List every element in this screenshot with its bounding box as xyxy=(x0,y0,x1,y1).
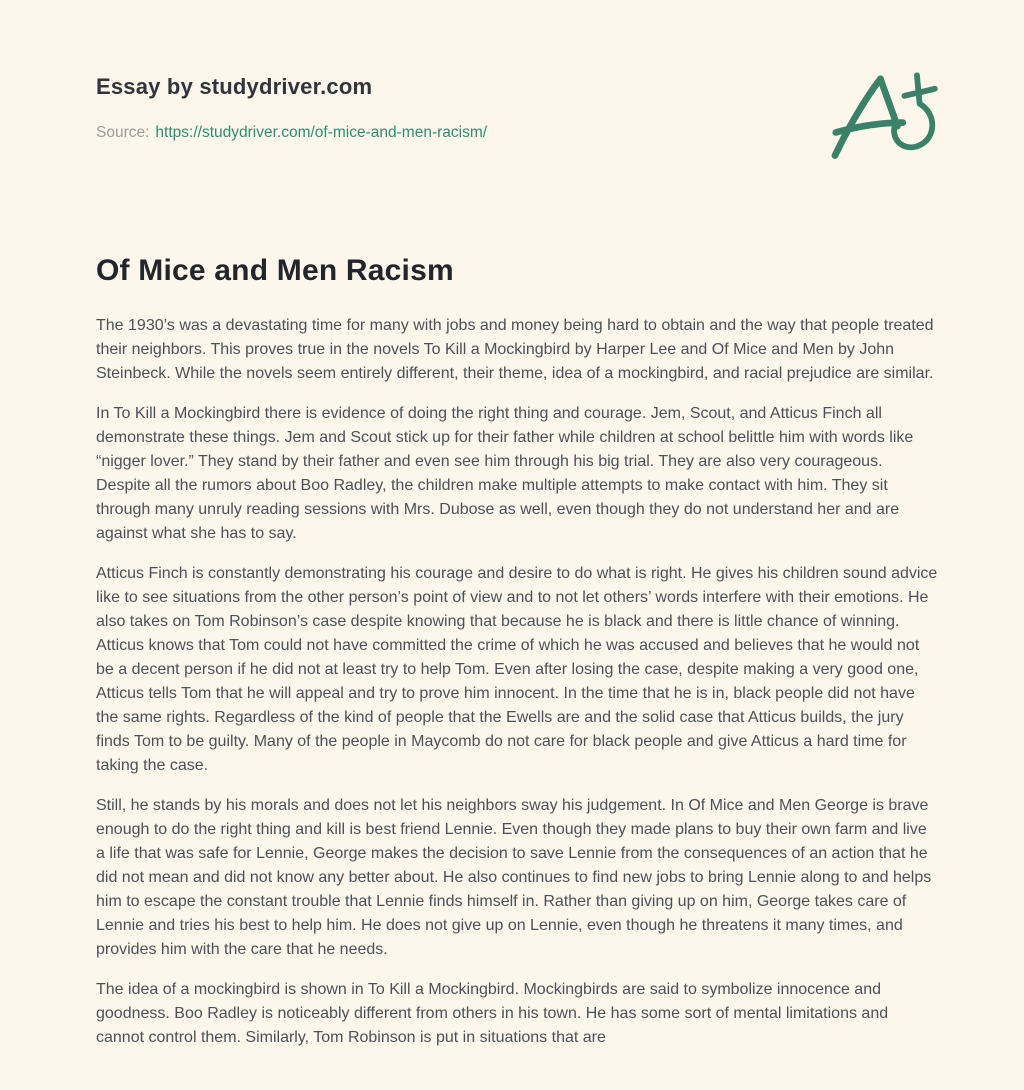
source-row xyxy=(96,124,487,142)
essay-body xyxy=(96,314,940,1066)
essay-title: Of Mice and Men Racism xyxy=(96,254,454,287)
essay-paragraph-3: Atticus Finch is constantly demonstrating his courage and desire to do what is right. He gives his children sound advice like to see situations from the other person’s point of view and to not let others’ words interfere with their emotions. He also takes on Tom Robinson’s case despite knowing that because he is black and there is little chance of winning. Atticus knows that Tom could not have committed the crime of which he was accused and believes that he would not be a decent person if he did not at least try to help Tom. Even after losing the case, despite making a very good one, Atticus tells Tom that he will appeal and try to prove him innocent. In the time that he is in, black people did not have the same rights. Regardless of the kind of people that the Ewells are and the solid case that Atticus builds, the jury finds Tom to be guilty. Many of the people in Maycomb do not care for black people and give Atticus a hard time for taking the case. xyxy=(96,565,938,774)
byline: Essay by studydriver.com xyxy=(96,74,373,99)
source-link[interactable]: https://studydriver.com/of-mice-and-men-racism/ xyxy=(155,124,488,141)
essay-paragraph-1: The 1930’s was a devastating time for many with jobs and money being hard to obtain and the way that people treated their neighbors. This proves true in the novels To Kill a Mockingbird by Harper Lee and Of Mice and Men by John Steinbeck. While the novels seem entirely different, their theme, idea of a mockingbird, and racial prejudice are similar. xyxy=(96,317,934,382)
essay-paragraph-2: In To Kill a Mockingbird there is evidence of doing the right thing and courage. Jem, Scout, and Atticus Finch all demonstrate these things. Jem and Scout stick up for their father while children at school belittle him with words like “nigger lover.” They stand by their father and even see him through his big trial. They are also very courageous. Despite all the rumors about Boo Radley, the children make multiple attempts to make contact with him. They sit through many unruly reading sessions with Mrs. Dubose as well, even though they do not understand her and are against what she has to say. xyxy=(96,405,914,542)
essay-paragraph-4: Still, he stands by his morals and does not let his neighbors sway his judgement. In Of Mice and Men George is brave enough to do the right thing and kill is best friend Lennie. Even though they made plans to buy their own farm and live a life that was safe for Lennie, George makes the decision to save Lennie from the consequences of an action that he did not mean and did not know any better about. He also continues to find new jobs to bring Lennie along to and helps him to escape the constant trouble that Lennie finds himself in. Rather than giving up on him, George takes care of Lennie and tries his best to help him. He does not give up on Lennie, even though he threatens it many times, and provides him with the care that he needs. xyxy=(96,797,932,958)
a-plus-logo-icon xyxy=(826,66,942,165)
essay-paragraph-5: The idea of a mockingbird is shown in To Kill a Mockingbird. Mockingbirds are said to symbolize innocence and goodness. Boo Radley is noticeably different from others in his town. He has some sort of mental limitations and cannot control them. Similarly, Tom Robinson is put in situations that are xyxy=(96,981,889,1046)
source-label: Source: xyxy=(96,124,150,141)
